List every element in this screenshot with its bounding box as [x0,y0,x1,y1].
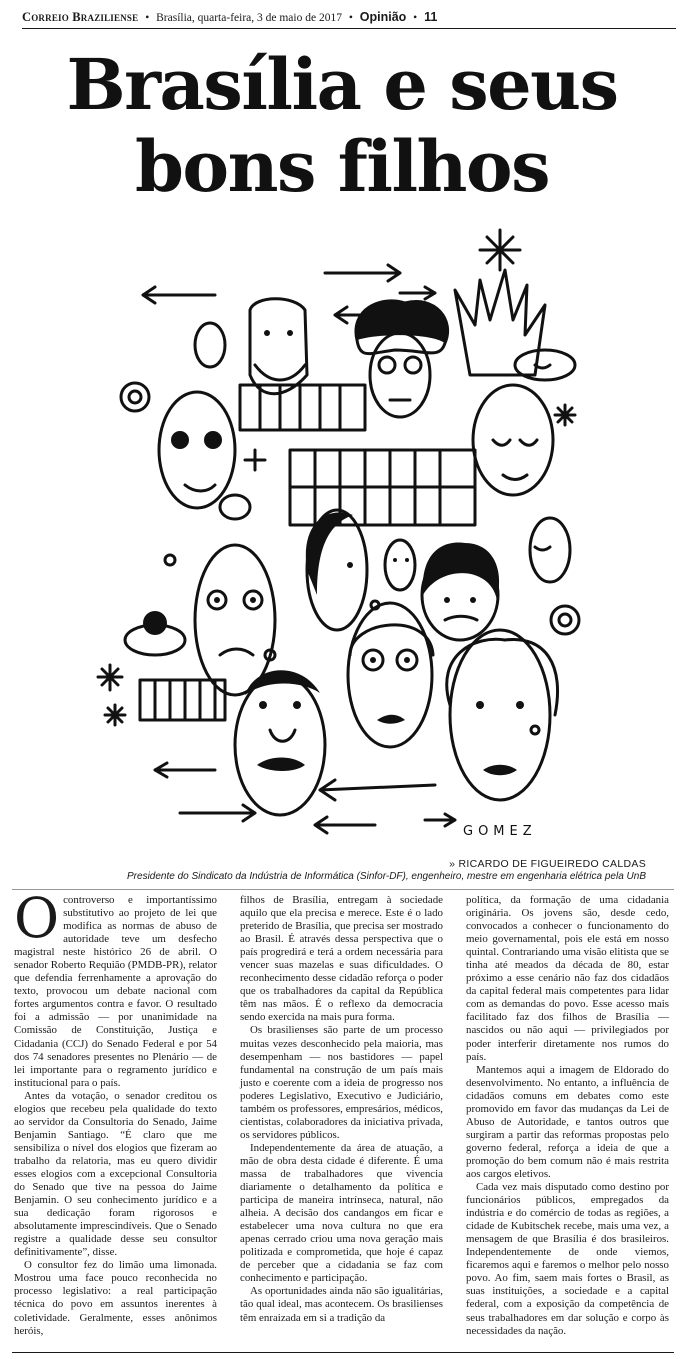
paragraph: Mantemos aqui a imagem de Eldorado do desenvolvimento. No entanto, a influência de cidadãos comuns em debates como este promovido em favor das mudanças da Lei de Abuso de Autoridade, e tantos outros que surgiram a partir das reformas propostas pelo governo federal, reforça a ideia de que a promoção do bem comum não é mais restrita aos cargos eletivos. [466,1063,669,1180]
byline [46,858,646,882]
article-column-2 [240,894,443,1325]
illustration-faces [95,225,595,845]
drop-cap: O [14,886,60,950]
illustrator-signature: GOMEZ [463,824,537,839]
article-column-1 [14,886,217,1338]
footer-divider [12,1352,674,1353]
newspaper-name: Correio Braziliense [22,10,139,24]
paragraph: Cada vez mais disputado como destino por funcionários públicos, empregados da indústria e do comércio de todas as regiões, a cidade de Kubitschek recebe, mais uma vez, a mensagem de que Brasília é dos brasileiros. Independentemente de onde viemos, ficaremos aqui e faremos o melhor pelo nosso povo. Ao fim, saem mais fortes o Brasil, as suas instituições, a sociedade e a capital federal, com a exposição da competência de seus trabalhadores em dar solução e corpo às necessidades da nação. [466,1181,669,1337]
divider [12,889,674,890]
page-number: 11 [424,10,438,24]
author-name: » RICARDO DE FIGUEIREDO CALDAS [449,858,646,870]
paragraph: Ocontroverso e importantíssimo substitutivo ao projeto de lei que modifica as normas de abuso de autoridade teve um desfecho magistral neste histórico 26 de abril. O senador Roberto Requião (PMDB-PR), relator que defendia ferrenhamente a aprovação do texto, provocou um debate nacional com fortes argumentos contra e favor. O resultado foi a admissão — por unanimidade na Comissão de Constituição, Justiça e Cidadania (CCJ) do Senado Federal e por 54 dos 74 senadores presentes no Plenário — de lei importante para o regramento jurídico e institucional para o país. [14,886,217,1089]
paragraph: Os brasilienses são parte de um processo muitas vezes desconhecido pela maioria, mas desempenham — nos bastidores — papel fundamental na construção de um país mais justo e coerente com a ideia de progresso nos poderes Legislativo, Executivo e Judiciário, também os professores, empresários, médicos, cientistas, colaboradores da iniciativa privada, os servidores públicos. [240,1024,443,1141]
paragraph: Independentemente da área de atuação, a mão de obra desta cidade é diferente. É uma massa de trabalhadores que vivencia diariamente o detalhamento da política e participa de maneira intrínseca, natural, não alheia. A decisão dos candangos em ficar e estabelecer uma nova cultura no que era apenas cerrado criou uma nova geração mais politizada e comprometida, que hoje é capaz de perceber que a cidadania se faz com conhecimento e participação. [240,1141,443,1285]
page-header: Correio Braziliense • Brasília, quarta-feira, 3 de maio de 2017 • Opinião • 11 [22,6,676,29]
paragraph: filhos de Brasília, entregam à sociedade aquilo que ela precisa e merece. Este é o lado preterido de Brasília, que precisa ser mostrado ao Brasil. É através dessa perspectiva que o país progredirá e terá a ordem necessária para vencer suas mazelas e suas dificuldades. O reconhecimento desse cidadão reforça o poder que os trabalhadores da capital da República têm nas mãos. É o reflexo da democracia sendo exercida na mais pura forma. [240,894,443,1024]
dateline: Brasília, quarta-feira, 3 de maio de 2017 [156,12,342,24]
headline-line-2: bons filhos [134,125,550,208]
star-icon [98,230,575,725]
cathedral-icon [455,270,545,375]
paragraph: As oportunidades ainda não são igualitárias, tão qual ideal, mas acontecem. Os brasilienses têm enraizada em si a tradição da [240,1285,443,1324]
paragraph: política, da formação de uma cidadania originária. Os jovens são, desde cedo, convocados a conhecer o funcionamento do meio governamental, pois ele está em nosso quintal. Contrariando uma visão elitista que se tinha até meados da década de 80, estar próximo a esse cenário não faz dos cidadãos da capital federal mais competentes para lidar com as demandas do povo. Esse acesso mais facilitado faz dos filhos de Brasília — nascidos ou não aqui — privilegiados por poder interferir diretamente nos rumos do país. [466,894,669,1063]
section-name: Opinião [359,10,407,24]
article-column-3 [466,894,669,1338]
paragraph: Antes da votação, o senador creditou os elogios que recebeu pela qualidade do texto ao servidor da Consultoria do Senado, Jaime Benjamin Santiago. “É claro que me sensibiliza o nível dos elogios que fizeram ao trabalho da relatoria, mas eu quero dividir esses elogios com a excepcional Consultoria do Senado que tive na pessoa do Jaime Benjamin. O seu conhecimento jurídico e a sua dedicação foram rigorosos e absolutamente imprescindíveis. Que o Senado registre a qualidade desse seu consultor definitivamente”, disse. [14,1089,217,1259]
author-role: Presidente do Sindicato da Indústria de Informática (Sinfor-DF), engenheiro, mestre em engenharia elétrica pela UnB [127,871,646,882]
headline-line-1: Brasília e seus [66,43,618,126]
headline [10,44,674,208]
paragraph: O consultor fez do limão uma limonada. Mostrou uma face pouco reconhecida no processo legislativo: a real participação técnica do povo em assuntos inerentes à coletividade. Geralmente, esses anônimos heróis, [14,1259,217,1337]
